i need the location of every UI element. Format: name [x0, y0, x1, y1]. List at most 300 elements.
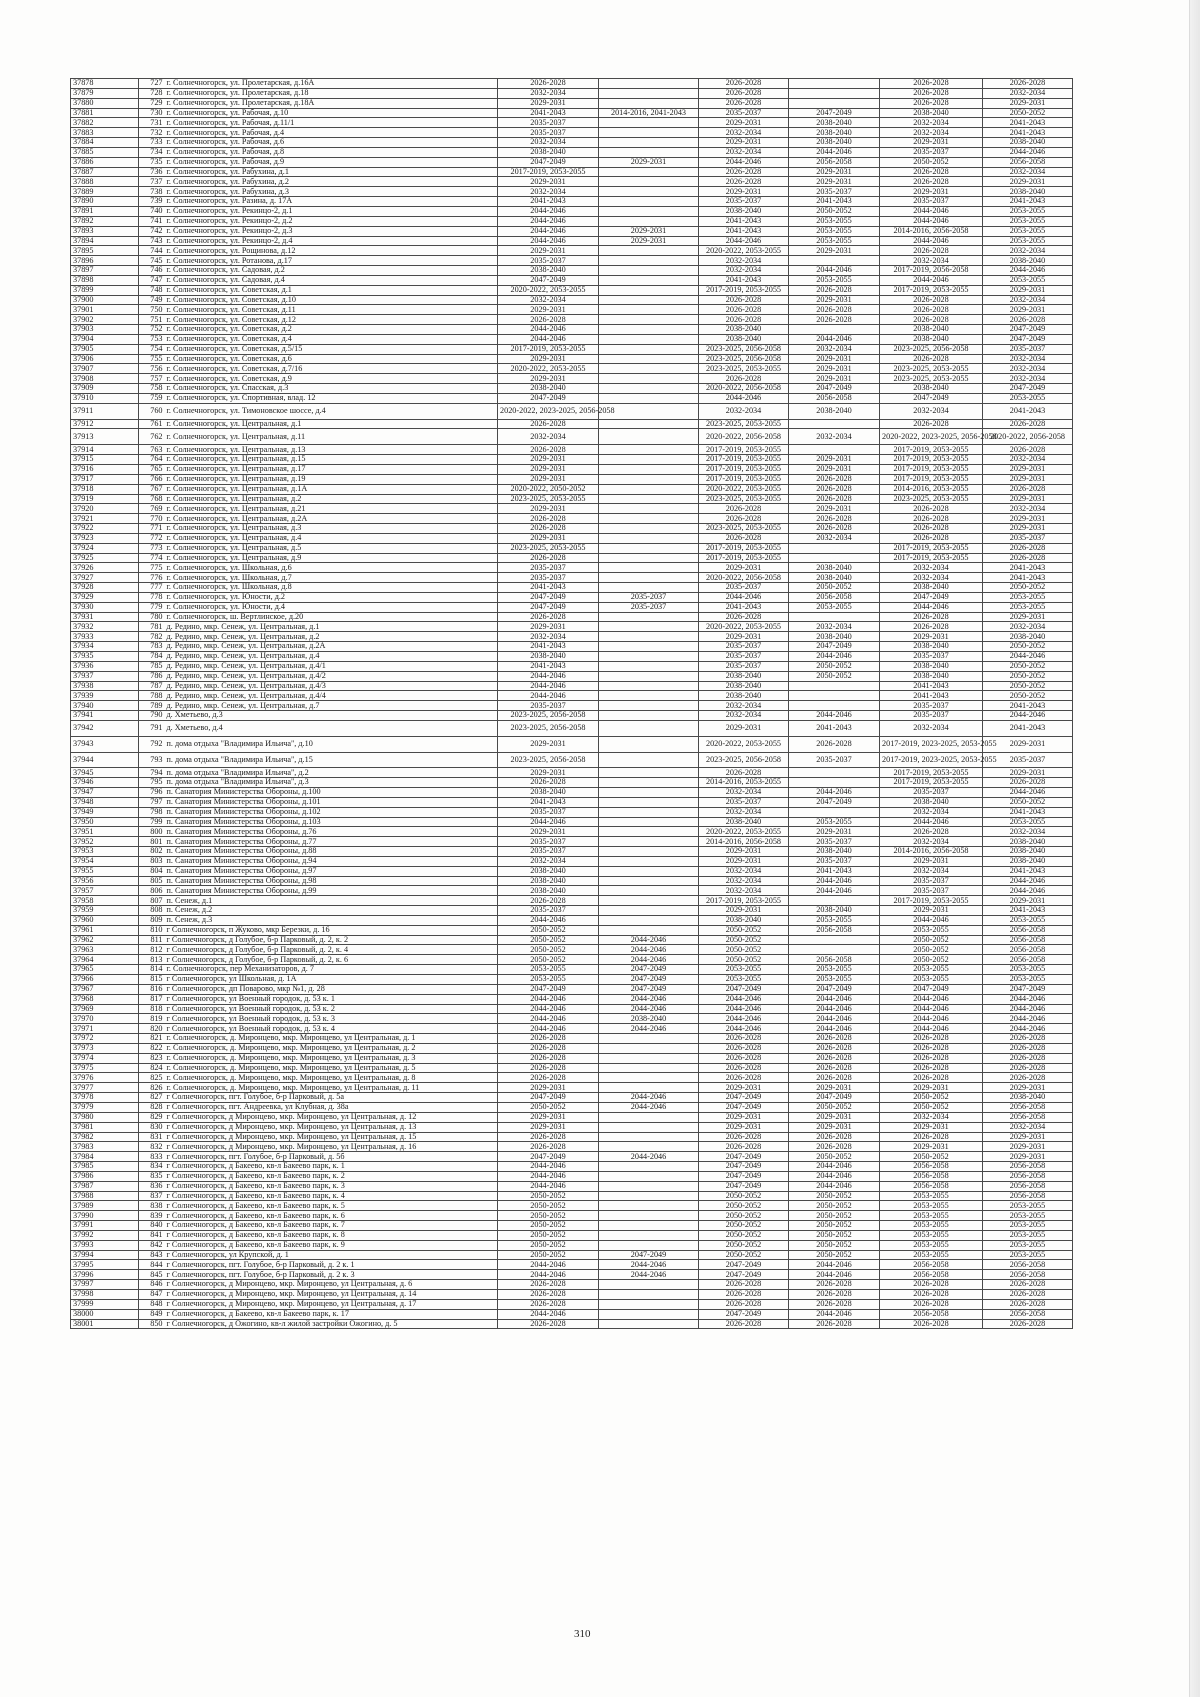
period-cell-6: 2053-2055	[983, 915, 1073, 925]
period-cell-1: 2044-2046	[498, 1171, 599, 1181]
period-cell-3: 2038-2040	[699, 206, 789, 216]
period-cell-2	[599, 573, 699, 583]
table-row	[71, 1142, 1073, 1152]
address-cell: п. Санатория Министерства Обороны, д.103	[165, 817, 498, 827]
period-cell-6: 2029-2031	[983, 494, 1073, 504]
period-cell-4: 2044-2046	[789, 994, 880, 1004]
table-row	[71, 514, 1073, 524]
table-row	[71, 138, 1073, 148]
row-id: 37981	[71, 1122, 139, 1132]
row-id: 37883	[71, 128, 139, 138]
period-cell-2	[599, 691, 699, 701]
period-cell-4	[789, 807, 880, 817]
period-cell-6: 2029-2031	[983, 1083, 1073, 1093]
row-id: 38001	[71, 1319, 139, 1329]
table-row	[71, 1053, 1073, 1063]
period-cell-5: 2056-2058	[880, 1171, 983, 1181]
period-cell-3: 2026-2028	[699, 768, 789, 778]
period-cell-6: 2026-2028	[983, 1053, 1073, 1063]
period-cell-1: 2050-2052	[498, 935, 599, 945]
period-cell-3: 2026-2028	[699, 1299, 789, 1309]
period-cell-1: 2023-2025, 2056-2058	[498, 711, 599, 721]
address-cell: г Солнечногорск, д Миронцево, мкр. Миронцево, ул Центральная, д. 13	[165, 1122, 498, 1132]
row-id: 37961	[71, 925, 139, 935]
period-cell-1: 2026-2028	[498, 1280, 599, 1290]
period-cell-4: 2032-2034	[789, 429, 880, 445]
period-cell-1: 2041-2043	[498, 108, 599, 118]
table-row	[71, 1230, 1073, 1240]
period-cell-4: 2026-2028	[789, 1280, 880, 1290]
period-cell-6: 2044-2046	[983, 147, 1073, 157]
period-cell-5: 2023-2025, 2053-2055	[880, 494, 983, 504]
period-cell-5: 2053-2055	[880, 1201, 983, 1211]
row-number: 756	[139, 364, 165, 374]
row-id: 37893	[71, 226, 139, 236]
table-row	[71, 945, 1073, 955]
period-cell-3: 2020-2022, 2056-2058	[699, 573, 789, 583]
address-cell: г. Солнечногорск, ул. Рабочая, д.9	[165, 157, 498, 167]
period-cell-6: 2056-2058	[983, 1112, 1073, 1122]
period-cell-4: 2026-2028	[789, 1290, 880, 1300]
period-cell-3: 2032-2034	[699, 266, 789, 276]
period-cell-4: 2044-2046	[789, 147, 880, 157]
table-row	[71, 886, 1073, 896]
row-id: 37952	[71, 837, 139, 847]
period-cell-5: 2038-2040	[880, 671, 983, 681]
period-cell-3: 2020-2022, 2056-2058	[699, 429, 789, 445]
period-cell-3: 2047-2049	[699, 1152, 789, 1162]
period-cell-2	[599, 701, 699, 711]
period-cell-2: 2014-2016, 2041-2043	[599, 108, 699, 118]
period-cell-5: 2026-2028	[880, 827, 983, 837]
period-cell-2: 2047-2049	[599, 965, 699, 975]
period-cell-1: 2020-2022, 2053-2055	[498, 364, 599, 374]
period-cell-1: 2050-2052	[498, 1191, 599, 1201]
table-row	[71, 334, 1073, 344]
period-cell-4: 2026-2028	[789, 1319, 880, 1329]
period-cell-3: 2026-2028	[699, 1319, 789, 1329]
period-cell-4: 2050-2052	[789, 1191, 880, 1201]
row-number: 824	[139, 1063, 165, 1073]
address-cell: г. Солнечногорск, ул. Школьная, д.8	[165, 583, 498, 593]
period-cell-6: 2050-2052	[983, 642, 1073, 652]
row-id: 37960	[71, 915, 139, 925]
row-number: 779	[139, 602, 165, 612]
period-cell-5: 2026-2028	[880, 354, 983, 364]
period-cell-5: 2032-2034	[880, 118, 983, 128]
table-row	[71, 817, 1073, 827]
period-cell-5: 2014-2016, 2053-2055	[880, 484, 983, 494]
period-cell-1: 2041-2043	[498, 661, 599, 671]
period-cell-2: 2035-2037	[599, 602, 699, 612]
period-cell-6: 2050-2052	[983, 797, 1073, 807]
row-id: 37898	[71, 275, 139, 285]
row-id: 37938	[71, 681, 139, 691]
period-cell-1: 2038-2040	[498, 876, 599, 886]
period-cell-4: 2032-2034	[789, 622, 880, 632]
period-cell-6: 2029-2031	[983, 524, 1073, 534]
period-cell-5: 2044-2046	[880, 817, 983, 827]
period-cell-3: 2029-2031	[699, 856, 789, 866]
row-number: 781	[139, 622, 165, 632]
row-number: 840	[139, 1221, 165, 1231]
period-cell-1: 2026-2028	[498, 778, 599, 788]
period-cell-3: 2023-2025, 2056-2058	[699, 752, 789, 768]
period-cell-3: 2032-2034	[699, 701, 789, 711]
row-id: 37894	[71, 236, 139, 246]
address-cell: г Солнечногорск, д Миронцево, мкр. Миронцево, ул Центральная, д. 15	[165, 1132, 498, 1142]
address-cell: г. Солнечногорск, ул. Юности, д.4	[165, 602, 498, 612]
period-cell-4: 2038-2040	[789, 573, 880, 583]
period-cell-2	[599, 543, 699, 553]
period-cell-5: 2047-2049	[880, 984, 983, 994]
row-number: 734	[139, 147, 165, 157]
row-number: 757	[139, 374, 165, 384]
period-cell-4: 2053-2055	[789, 975, 880, 985]
row-number: 736	[139, 167, 165, 177]
row-id: 37918	[71, 484, 139, 494]
address-cell: п. дома отдыха "Владимира Ильича", д.2	[165, 768, 498, 778]
period-cell-3: 2026-2028	[699, 98, 789, 108]
period-cell-2	[599, 484, 699, 494]
address-cell: п. Санатория Министерства Обороны, д.101	[165, 797, 498, 807]
row-id: 37911	[71, 403, 139, 419]
address-cell: г Солнечногорск, д Миронцево, мкр. Миронцево, ул Центральная, д. 14	[165, 1290, 498, 1300]
period-cell-3: 2029-2031	[699, 1083, 789, 1093]
period-cell-6: 2032-2034	[983, 455, 1073, 465]
row-id: 37928	[71, 583, 139, 593]
period-cell-6: 2050-2052	[983, 671, 1073, 681]
address-cell: г. Солнечногорск, ул. Центральная, д.4	[165, 533, 498, 543]
row-id: 37980	[71, 1112, 139, 1122]
period-cell-6: 2026-2028	[983, 543, 1073, 553]
row-number: 850	[139, 1319, 165, 1329]
table-row	[71, 1240, 1073, 1250]
period-cell-2	[599, 325, 699, 335]
period-cell-6: 2026-2028	[983, 1034, 1073, 1044]
period-cell-6: 2053-2055	[983, 1250, 1073, 1260]
table-row	[71, 325, 1073, 335]
period-cell-4: 2026-2028	[789, 1132, 880, 1142]
period-cell-6: 2032-2034	[983, 88, 1073, 98]
period-cell-5: 2038-2040	[880, 642, 983, 652]
row-id: 37968	[71, 994, 139, 1004]
row-id: 37881	[71, 108, 139, 118]
period-cell-3: 2050-2052	[699, 935, 789, 945]
address-cell: п. дома отдыха "Владимира Ильича", д.15	[165, 752, 498, 768]
table-row	[71, 1152, 1073, 1162]
period-cell-5: 2038-2040	[880, 661, 983, 671]
row-number: 819	[139, 1014, 165, 1024]
period-cell-2	[599, 524, 699, 534]
period-cell-5: 2032-2034	[880, 807, 983, 817]
row-number: 835	[139, 1171, 165, 1181]
period-cell-5: 2026-2028	[880, 1132, 983, 1142]
period-cell-4: 2026-2028	[789, 1043, 880, 1053]
row-id: 37976	[71, 1073, 139, 1083]
period-cell-6: 2026-2028	[983, 553, 1073, 563]
period-cell-2: 2044-2046	[599, 994, 699, 1004]
period-cell-5: 2053-2055	[880, 1221, 983, 1231]
table-row	[71, 671, 1073, 681]
period-cell-4: 2035-2037	[789, 187, 880, 197]
period-cell-6: 2056-2058	[983, 945, 1073, 955]
period-cell-3: 2032-2034	[699, 403, 789, 419]
row-id: 37990	[71, 1211, 139, 1221]
period-cell-3: 2017-2019, 2053-2055	[699, 285, 789, 295]
period-cell-6: 2041-2043	[983, 563, 1073, 573]
period-cell-4: 2044-2046	[789, 1270, 880, 1280]
row-id: 37927	[71, 573, 139, 583]
table-row	[71, 681, 1073, 691]
period-cell-5: 2026-2028	[880, 1043, 983, 1053]
row-id: 37909	[71, 384, 139, 394]
row-id: 37966	[71, 975, 139, 985]
period-cell-4	[789, 896, 880, 906]
table-row	[71, 778, 1073, 788]
address-cell: г. Солнечногорск, ул. Рабухина, д.2	[165, 177, 498, 187]
row-id: 38000	[71, 1309, 139, 1319]
period-cell-1: 2026-2028	[498, 1063, 599, 1073]
row-id: 37954	[71, 856, 139, 866]
period-cell-1: 2029-2031	[498, 1112, 599, 1122]
period-cell-4: 2035-2037	[789, 856, 880, 866]
row-id: 37895	[71, 246, 139, 256]
period-cell-1: 2017-2019, 2053-2055	[498, 167, 599, 177]
period-cell-6: 2047-2049	[983, 334, 1073, 344]
period-cell-6: 2056-2058	[983, 1270, 1073, 1280]
period-cell-2: 2029-2031	[599, 157, 699, 167]
address-cell: г Солнечногорск, д Бакеево, кв-л Бакеево парк, к. 17	[165, 1309, 498, 1319]
period-cell-4: 2029-2031	[789, 464, 880, 474]
address-cell: г Солнечногорск, д Бакеево, кв-л Бакеево парк, к. 2	[165, 1171, 498, 1181]
period-cell-5: 2038-2040	[880, 583, 983, 593]
row-number: 836	[139, 1181, 165, 1191]
row-number: 761	[139, 419, 165, 429]
period-cell-2	[599, 563, 699, 573]
address-cell: г. Солнечногорск, ул. Рощинова, д.12	[165, 246, 498, 256]
period-cell-5: 2050-2052	[880, 157, 983, 167]
row-number: 759	[139, 394, 165, 404]
period-cell-4: 2029-2031	[789, 177, 880, 187]
period-cell-4: 2047-2049	[789, 1093, 880, 1103]
period-cell-2	[599, 1171, 699, 1181]
address-cell: г Солнечногорск, ул Военный городок, д. 53 к. 2	[165, 1004, 498, 1014]
period-cell-1: 2044-2046	[498, 1014, 599, 1024]
period-cell-3: 2023-2025, 2053-2055	[699, 494, 789, 504]
period-cell-5: 2032-2034	[880, 128, 983, 138]
period-cell-1: 2044-2046	[498, 1162, 599, 1172]
period-cell-6: 2041-2043	[983, 720, 1073, 736]
address-cell: г. Солнечногорск, ул. Рекинцо-2, д.3	[165, 226, 498, 236]
period-cell-1: 2026-2028	[498, 1299, 599, 1309]
row-number: 765	[139, 464, 165, 474]
period-cell-2	[599, 98, 699, 108]
table-row	[71, 563, 1073, 573]
address-cell: г Солнечногорск, д Ожогино, кв-л жилой застройки Ожогино, д. 5	[165, 1319, 498, 1329]
table-row	[71, 246, 1073, 256]
address-cell: г Солнечногорск, ул Военный городок, д. 53 к. 4	[165, 1024, 498, 1034]
table-row	[71, 157, 1073, 167]
address-cell: г. Солнечногорск, ул. Советская, д.4	[165, 334, 498, 344]
period-cell-1: 2050-2052	[498, 925, 599, 935]
period-cell-6: 2056-2058	[983, 1260, 1073, 1270]
table-row	[71, 602, 1073, 612]
period-cell-3: 2023-2025, 2053-2055	[699, 419, 789, 429]
table-row	[71, 1191, 1073, 1201]
period-cell-5: 2026-2028	[880, 612, 983, 622]
period-cell-1: 2026-2028	[498, 1319, 599, 1329]
table-row	[71, 216, 1073, 226]
period-cell-6: 2026-2028	[983, 778, 1073, 788]
row-number: 812	[139, 945, 165, 955]
period-cell-3: 2029-2031	[699, 720, 789, 736]
period-cell-6: 2053-2055	[983, 975, 1073, 985]
period-cell-4: 2056-2058	[789, 955, 880, 965]
period-cell-1: 2038-2040	[498, 147, 599, 157]
period-cell-2: 2044-2046	[599, 1270, 699, 1280]
period-cell-1: 2023-2025, 2053-2055	[498, 494, 599, 504]
period-cell-4: 2050-2052	[789, 671, 880, 681]
row-number: 842	[139, 1240, 165, 1250]
period-cell-5: 2053-2055	[880, 1230, 983, 1240]
address-cell: г Солнечногорск, пгт. Голубое, б-р Парковый, д. 5а	[165, 1093, 498, 1103]
address-cell: г. Солнечногорск, д. Миронцево, мкр. Миронцево, ул Центральная, д. 3	[165, 1053, 498, 1063]
period-cell-5: 2017-2019, 2053-2055	[880, 896, 983, 906]
table-row	[71, 1221, 1073, 1231]
period-cell-5: 2035-2037	[880, 711, 983, 721]
period-cell-1: 2029-2031	[498, 305, 599, 315]
period-cell-4	[789, 935, 880, 945]
row-id: 37900	[71, 295, 139, 305]
row-number: 782	[139, 632, 165, 642]
period-cell-2	[599, 197, 699, 207]
period-cell-1: 2044-2046	[498, 236, 599, 246]
period-cell-6: 2050-2052	[983, 583, 1073, 593]
period-cell-3: 2017-2019, 2053-2055	[699, 474, 789, 484]
period-cell-6: 2029-2031	[983, 177, 1073, 187]
period-cell-1: 2026-2028	[498, 524, 599, 534]
period-cell-4: 2050-2052	[789, 1240, 880, 1250]
address-cell: г Солнечногорск, пгт. Голубое, б-р Парковый, д. 2 к. 3	[165, 1270, 498, 1280]
period-cell-1: 2050-2052	[498, 1240, 599, 1250]
period-cell-4: 2026-2028	[789, 494, 880, 504]
period-cell-1: 2047-2049	[498, 394, 599, 404]
period-cell-5: 2026-2028	[880, 246, 983, 256]
row-id: 37992	[71, 1230, 139, 1240]
period-cell-4: 2026-2028	[789, 484, 880, 494]
period-cell-4: 2029-2031	[789, 1112, 880, 1122]
period-cell-5: 2017-2019, 2056-2058	[880, 266, 983, 276]
table-row	[71, 464, 1073, 474]
period-cell-3: 2017-2019, 2053-2055	[699, 455, 789, 465]
period-cell-5: 2017-2019, 2023-2025, 2053-2055	[880, 752, 983, 768]
period-cell-1: 2026-2028	[498, 1053, 599, 1063]
period-cell-3: 2017-2019, 2053-2055	[699, 896, 789, 906]
row-number: 791	[139, 720, 165, 736]
period-cell-6: 2029-2031	[983, 1142, 1073, 1152]
period-cell-1: 2017-2019, 2053-2055	[498, 344, 599, 354]
table-row	[71, 1270, 1073, 1280]
period-cell-3: 2035-2037	[699, 642, 789, 652]
table-row	[71, 494, 1073, 504]
row-id: 37920	[71, 504, 139, 514]
period-cell-3: 2026-2028	[699, 88, 789, 98]
period-cell-6: 2050-2052	[983, 681, 1073, 691]
period-cell-5: 2056-2058	[880, 1309, 983, 1319]
row-number: 742	[139, 226, 165, 236]
scan-edge	[1189, 0, 1200, 1697]
period-cell-3: 2044-2046	[699, 157, 789, 167]
address-cell: г. Солнечногорск, ул. Юности, д.2	[165, 592, 498, 602]
period-cell-2	[599, 856, 699, 866]
period-cell-6: 2032-2034	[983, 295, 1073, 305]
table-row	[71, 147, 1073, 157]
period-cell-4: 2044-2046	[789, 652, 880, 662]
period-cell-1: 2026-2028	[498, 315, 599, 325]
period-cell-3: 2041-2043	[699, 226, 789, 236]
period-cell-4: 2044-2046	[789, 711, 880, 721]
period-cell-5: 2038-2040	[880, 797, 983, 807]
period-cell-4: 2044-2046	[789, 266, 880, 276]
period-cell-6: 2032-2034	[983, 167, 1073, 177]
row-number: 814	[139, 965, 165, 975]
period-cell-4: 2026-2028	[789, 285, 880, 295]
period-cell-5: 2026-2028	[880, 1063, 983, 1073]
period-cell-5: 2041-2043	[880, 691, 983, 701]
period-cell-1: 2044-2046	[498, 334, 599, 344]
table-row	[71, 344, 1073, 354]
row-id: 37978	[71, 1093, 139, 1103]
period-cell-3: 2032-2034	[699, 128, 789, 138]
period-cell-2	[599, 474, 699, 484]
period-cell-4	[789, 778, 880, 788]
row-number: 728	[139, 88, 165, 98]
row-id: 37880	[71, 98, 139, 108]
period-cell-5: 2029-2031	[880, 1083, 983, 1093]
address-cell: г Солнечногорск, пгт. Голубое, б-р Парковый, д. 2 к. 1	[165, 1260, 498, 1270]
table-row	[71, 642, 1073, 652]
period-cell-6: 2026-2028	[983, 1280, 1073, 1290]
period-cell-4: 2029-2031	[789, 455, 880, 465]
row-number: 837	[139, 1191, 165, 1201]
row-id: 37888	[71, 177, 139, 187]
row-number: 764	[139, 455, 165, 465]
address-cell: г. Солнечногорск, ул. Пролетарская, д.18А	[165, 98, 498, 108]
table-row	[71, 88, 1073, 98]
table-row	[71, 429, 1073, 445]
table-row	[71, 394, 1073, 404]
period-cell-6: 2050-2052	[983, 691, 1073, 701]
row-id: 37969	[71, 1004, 139, 1014]
period-cell-2: 2044-2046	[599, 955, 699, 965]
address-cell: д. Редино, мкр. Сенеж, ул. Центральная, д.2	[165, 632, 498, 642]
table-row	[71, 197, 1073, 207]
period-cell-3: 2047-2049	[699, 984, 789, 994]
period-cell-6: 2056-2058	[983, 955, 1073, 965]
period-cell-6: 2047-2049	[983, 984, 1073, 994]
period-cell-4	[789, 79, 880, 89]
row-id: 37896	[71, 256, 139, 266]
table-row	[71, 856, 1073, 866]
row-id: 37955	[71, 866, 139, 876]
row-id: 37884	[71, 138, 139, 148]
row-number: 809	[139, 915, 165, 925]
row-id: 37962	[71, 935, 139, 945]
address-cell: г. Солнечногорск, ул. Рабочая, д.8	[165, 147, 498, 157]
period-cell-6: 2038-2040	[983, 837, 1073, 847]
period-cell-1: 2029-2031	[498, 768, 599, 778]
